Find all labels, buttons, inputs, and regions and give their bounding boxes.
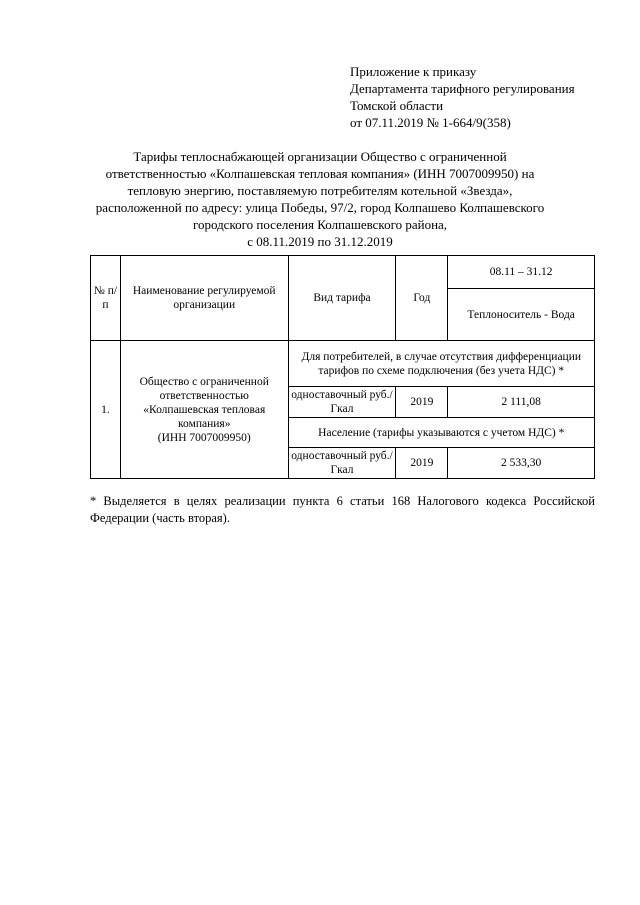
table-row (91, 341, 595, 387)
appendix-order-date: от 07.11.2019 № 1-664/9(358) (350, 115, 511, 130)
document-title (60, 148, 580, 250)
org-line: «Колпашевская тепловая (143, 403, 266, 416)
header-num: № п/п (91, 256, 121, 341)
appendix-header (350, 63, 630, 131)
footnote: * Выделяется в целях реализации пункта 6 статьи 168 Налогового кодекса Российской Федерации (часть вторая). (90, 494, 595, 525)
appendix-line: Томской области (350, 98, 444, 113)
section-no-vat: Для потребителей, в случае отсутствия дифференциации тарифов по схеме подключения (без учета НДС) * (288, 341, 594, 387)
tariff-type-cell: одноставочный руб./Гкал (288, 387, 396, 418)
tariff-year-cell: 2019 (396, 387, 448, 418)
org-inn: (ИНН 7007009950) (157, 431, 251, 444)
header-org: Наименование регулируемой организации (120, 256, 288, 341)
header-year: Год (396, 256, 448, 341)
title-period: с 08.11.2019 по 31.12.2019 (247, 234, 393, 249)
header-tariff-type: Вид тарифа (288, 256, 396, 341)
appendix-line: Приложение к приказу (350, 64, 477, 79)
org-line: компания» (178, 417, 231, 430)
org-line: ответственностью (159, 389, 249, 402)
section-population: Население (тарифы указываются с учетом НДС) * (288, 418, 594, 448)
header-period: 08.11 – 31.12 (448, 256, 595, 289)
tariff-value-cell: 2 111,08 (448, 387, 595, 418)
title-line: тепловую энергию, поставляемую потребителям котельной «Звезда», (127, 183, 513, 198)
row-org (120, 341, 288, 479)
tariff-type-cell: одноставочный руб./Гкал (288, 448, 396, 479)
tariff-year-cell: 2019 (396, 448, 448, 479)
header-carrier: Теплоноситель - Вода (448, 289, 595, 341)
table-header-row (91, 256, 595, 289)
title-line: Тарифы теплоснабжающей организации Общество с ограниченной (133, 149, 507, 164)
row-num: 1. (91, 341, 121, 479)
appendix-line: Департамента тарифного регулирования (350, 81, 575, 96)
title-line: городского поселения Колпашевского района, (192, 217, 448, 232)
title-line: расположенной по адресу: улица Победы, 97/2, город Колпашево Колпашевского (95, 200, 545, 215)
title-line: ответственностью «Колпашевская тепловая компания» (ИНН 7007009950) на (105, 166, 535, 181)
org-line: Общество с ограниченной (139, 375, 269, 388)
tariff-table (90, 255, 595, 479)
tariff-value-cell: 2 533,30 (448, 448, 595, 479)
